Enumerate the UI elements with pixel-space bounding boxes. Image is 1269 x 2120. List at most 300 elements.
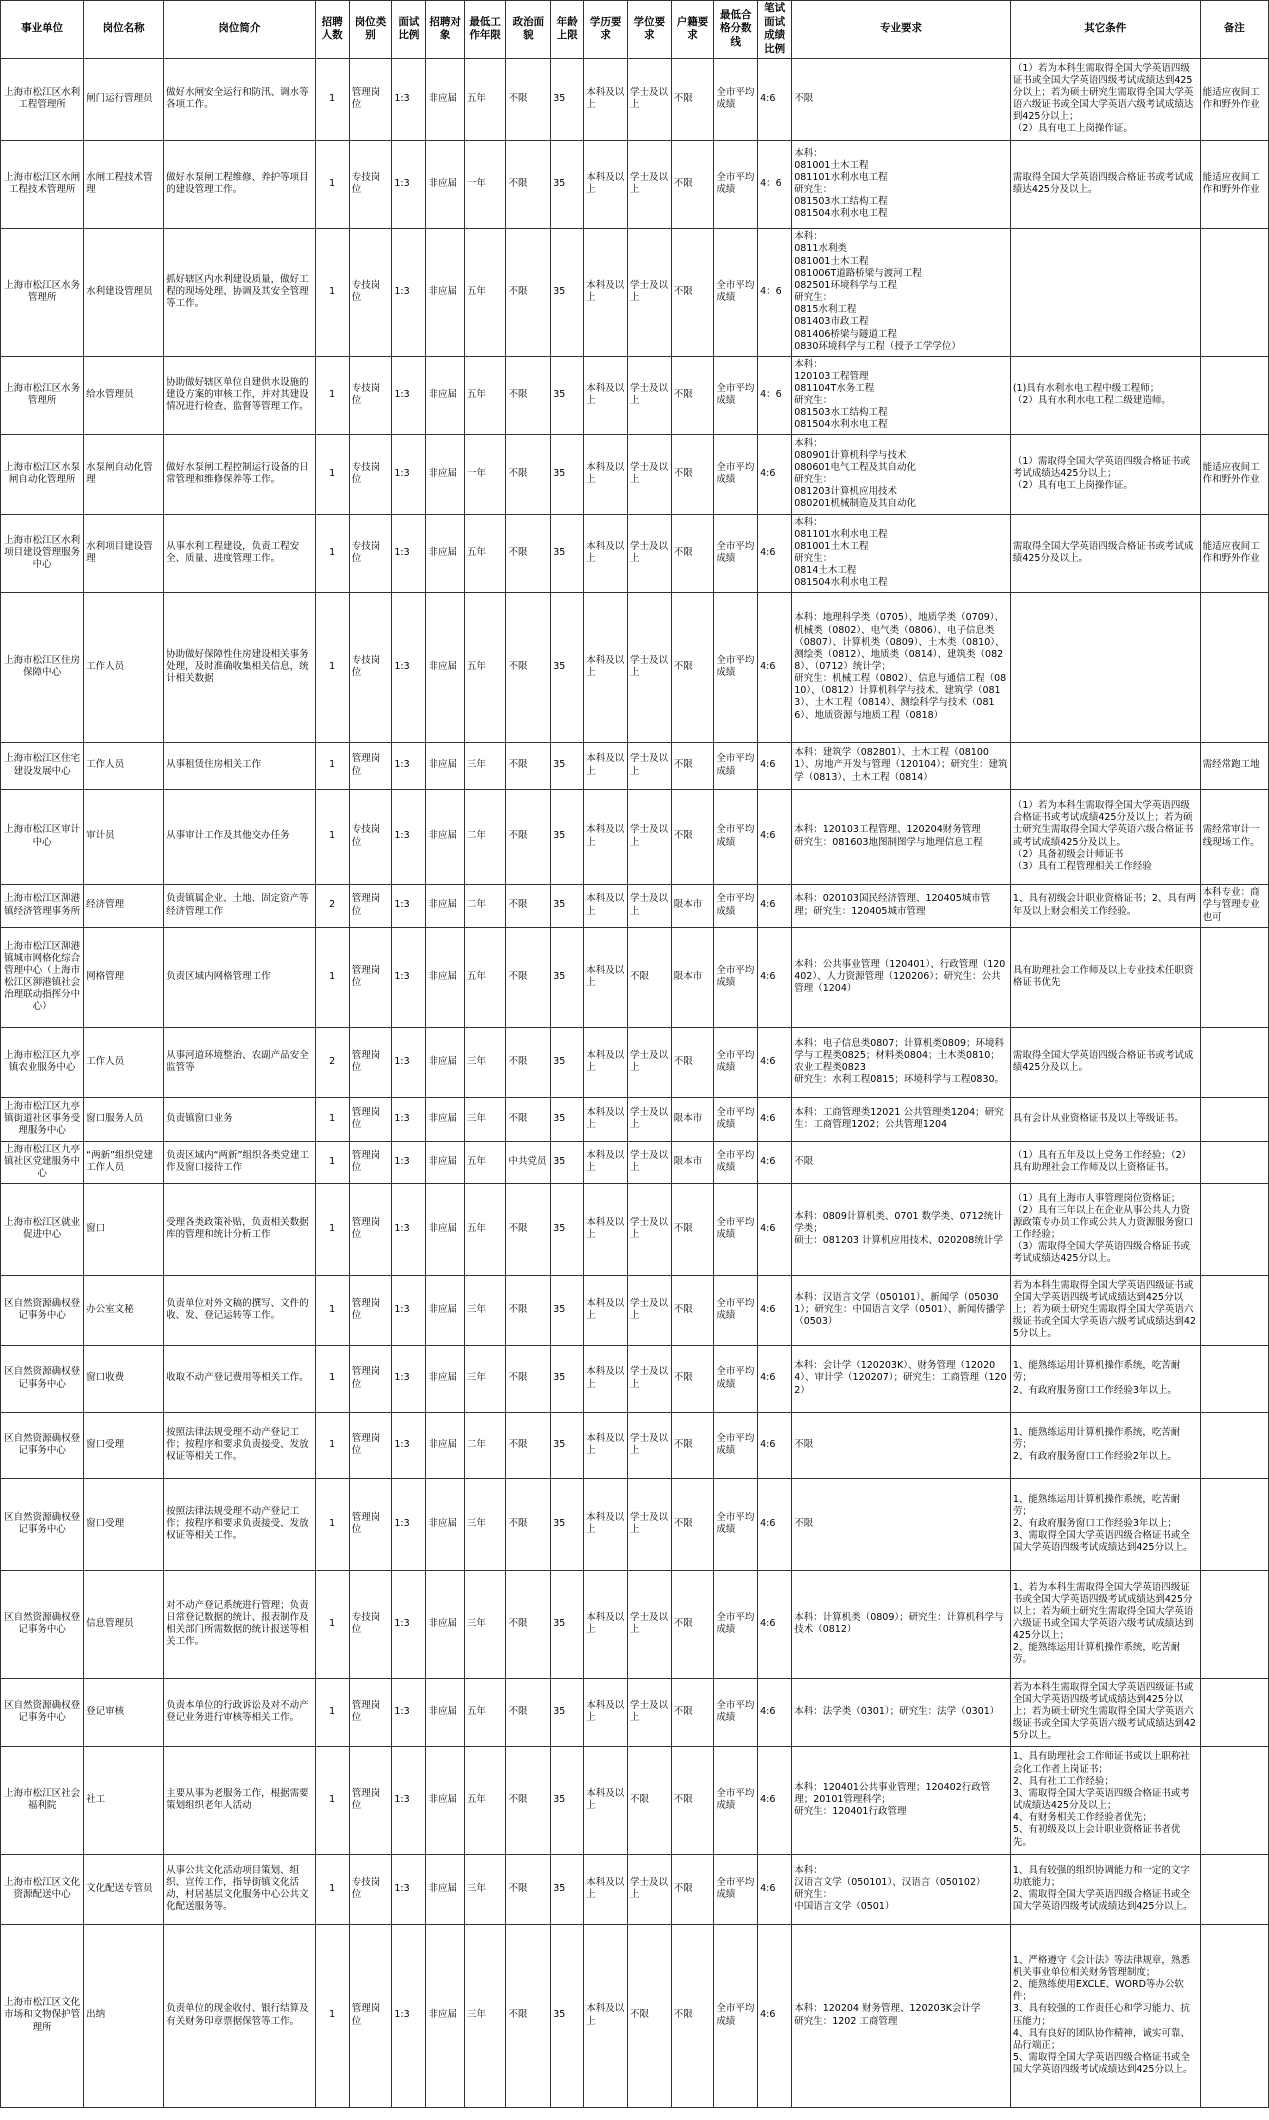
score-weight-cell: 4：6 bbox=[758, 356, 792, 434]
min-years-cell: 五年 bbox=[464, 927, 506, 1027]
political-cell: 不限 bbox=[506, 1924, 551, 2107]
unit-cell: 区自然资源确权登记事务中心 bbox=[1, 1570, 84, 1678]
note-cell bbox=[1200, 1746, 1268, 1854]
table-row bbox=[1, 1141, 1269, 1183]
headcount-cell: 1 bbox=[315, 1854, 349, 1924]
header-cell: 事业单位 bbox=[1, 1, 84, 59]
note-cell bbox=[1200, 592, 1268, 742]
post-name-cell: 闸门运行管理员 bbox=[84, 58, 164, 140]
major-cell: 本科：工商管理类12021 公共管理类1204；研究生：工商管理1202；公共管理1204 bbox=[792, 1097, 1011, 1141]
degree-cell: 学士及以上 bbox=[627, 1275, 671, 1345]
hukou-cell: 不限 bbox=[671, 356, 714, 434]
interview-ratio-cell: 1:3 bbox=[392, 434, 426, 514]
other-conditions-cell: 具有会计从业资格证书及以上等级证书。 bbox=[1010, 1097, 1200, 1141]
post-type-cell: 管理岗位 bbox=[349, 1027, 392, 1097]
table-row bbox=[1, 742, 1269, 789]
other-conditions-cell: 1、严格遵守《会计法》等法律规章，熟悉机关事业单位相关财务管理制度； 2、能熟练使用EXCLE、WORD等办公软件； 3、具有较强的工作责任心和学习能力、抗压能力； 4、具有良好的团队协作精神，诚实可靠、品行端正； 5、需取得全国大学英语四级合格证书或全国大学英语四级考试成绩达到425分以上。 bbox=[1010, 1924, 1200, 2107]
major-cell: 本科：020103国民经济管理、120405城市管理；研究生：120405城市管理 bbox=[792, 884, 1011, 927]
degree-cell: 学士及以上 bbox=[627, 1412, 671, 1478]
major-cell: 本科：会计学（120203K）、财务管理（120204）、审计学（120207）；研究生：工商管理（1202） bbox=[792, 1345, 1011, 1412]
min-years-cell: 一年 bbox=[464, 434, 506, 514]
hukou-cell: 不限 bbox=[671, 1854, 714, 1924]
note-cell: 能适应夜间工作和野外作业 bbox=[1200, 514, 1268, 592]
post-name-cell: 登记审核 bbox=[84, 1678, 164, 1746]
post-intro-cell: 做好水泵闸工程控制运行设备的日常管理和维修保养等工作。 bbox=[164, 434, 315, 514]
target-cell: 非应届 bbox=[426, 1183, 464, 1275]
political-cell: 不限 bbox=[506, 884, 551, 927]
score-weight-cell: 4:6 bbox=[758, 927, 792, 1027]
post-name-cell: 水利项目建设管理 bbox=[84, 514, 164, 592]
major-cell: 不限 bbox=[792, 1478, 1011, 1570]
hukou-cell: 不限 bbox=[671, 58, 714, 140]
note-cell bbox=[1200, 1924, 1268, 2107]
post-intro-cell: 抓好辖区内水利建设质量，做好工程的现场处理、协调及其安全管理等工作。 bbox=[164, 228, 315, 356]
min-years-cell: 一年 bbox=[464, 140, 506, 228]
degree-cell: 不限 bbox=[627, 1924, 671, 2107]
degree-cell: 学士及以上 bbox=[627, 140, 671, 228]
table-row bbox=[1, 140, 1269, 228]
headcount-cell: 1 bbox=[315, 356, 349, 434]
table-row bbox=[1, 592, 1269, 742]
header-cell: 学历要求 bbox=[584, 1, 628, 59]
political-cell: 不限 bbox=[506, 1478, 551, 1570]
post-intro-cell: 从事水利工程建设，负责工程安全、质量、进度管理工作。 bbox=[164, 514, 315, 592]
interview-ratio-cell: 1:3 bbox=[392, 789, 426, 884]
hukou-cell: 不限 bbox=[671, 1275, 714, 1345]
age-limit-cell: 35 bbox=[551, 1345, 584, 1412]
min-years-cell: 五年 bbox=[464, 1678, 506, 1746]
post-type-cell: 管理岗位 bbox=[349, 1678, 392, 1746]
header-cell: 学位要求 bbox=[627, 1, 671, 59]
unit-cell: 上海市松江区九亭镇社区党建服务中心 bbox=[1, 1141, 84, 1183]
headcount-cell: 1 bbox=[315, 789, 349, 884]
min-years-cell: 三年 bbox=[464, 1570, 506, 1678]
post-type-cell: 管理岗位 bbox=[349, 1412, 392, 1478]
major-cell: 本科： 0811水利类 081001土木工程 081006T道路桥梁与渡河工程 082501环境科学与工程 研究生： 0815水利工程 081403市政工程 081406桥梁与隧道工程 0830环境科学与工程（授予工学学位） bbox=[792, 228, 1011, 356]
political-cell: 不限 bbox=[506, 1345, 551, 1412]
degree-cell: 学士及以上 bbox=[627, 1183, 671, 1275]
post-type-cell: 管理岗位 bbox=[349, 1478, 392, 1570]
min-score-cell: 全市平均成绩 bbox=[714, 1183, 758, 1275]
degree-cell: 学士及以上 bbox=[627, 1141, 671, 1183]
unit-cell: 上海市松江区九亭镇农业服务中心 bbox=[1, 1027, 84, 1097]
header-cell: 政治面貌 bbox=[506, 1, 551, 59]
post-intro-cell: 协助做好辖区单位自建供水设施的建设方案的审核工作，并对其建设情况进行检查、监督等管理工作。 bbox=[164, 356, 315, 434]
post-name-cell: 文化配送专管员 bbox=[84, 1854, 164, 1924]
unit-cell: 上海市松江区泖港镇经济管理事务所 bbox=[1, 884, 84, 927]
post-name-cell: 窗口服务人员 bbox=[84, 1097, 164, 1141]
min-years-cell: 五年 bbox=[464, 514, 506, 592]
note-cell bbox=[1200, 1412, 1268, 1478]
unit-cell: 上海市松江区水利项目建设管理服务中心 bbox=[1, 514, 84, 592]
table-row bbox=[1, 884, 1269, 927]
post-name-cell: “两新”组织党建工作人员 bbox=[84, 1141, 164, 1183]
unit-cell: 上海市松江区水利工程管理所 bbox=[1, 58, 84, 140]
age-limit-cell: 35 bbox=[551, 789, 584, 884]
degree-cell: 学士及以上 bbox=[627, 789, 671, 884]
target-cell: 非应届 bbox=[426, 927, 464, 1027]
education-cell: 本科及以上 bbox=[584, 1027, 628, 1097]
hukou-cell: 限本市 bbox=[671, 1141, 714, 1183]
table-row bbox=[1, 927, 1269, 1027]
major-cell: 不限 bbox=[792, 58, 1011, 140]
degree-cell: 学士及以上 bbox=[627, 228, 671, 356]
min-score-cell: 全市平均成绩 bbox=[714, 1345, 758, 1412]
target-cell: 非应届 bbox=[426, 1478, 464, 1570]
other-conditions-cell: （1）若为本科生需取得全国大学英语四级合格证书或考试成绩425分及以上；若为硕士研究生需取得全国大学英语六级合格证书或考试成绩425分及以上。 （2）具备初级会计师证书 （3）具有工程管理相关工作经验 bbox=[1010, 789, 1200, 884]
min-score-cell: 全市平均成绩 bbox=[714, 1924, 758, 2107]
age-limit-cell: 35 bbox=[551, 1275, 584, 1345]
interview-ratio-cell: 1:3 bbox=[392, 1570, 426, 1678]
target-cell: 非应届 bbox=[426, 356, 464, 434]
post-intro-cell: 做好水泵闸工程维修、养护等项目的建设管理工作。 bbox=[164, 140, 315, 228]
other-conditions-cell: 1、具有初级会计职业资格证书；2、具有两年及以上财会相关工作经验。 bbox=[1010, 884, 1200, 927]
age-limit-cell: 35 bbox=[551, 1027, 584, 1097]
min-score-cell: 全市平均成绩 bbox=[714, 592, 758, 742]
header-cell: 备注 bbox=[1200, 1, 1268, 59]
age-limit-cell: 35 bbox=[551, 228, 584, 356]
age-limit-cell: 35 bbox=[551, 434, 584, 514]
unit-cell: 上海市松江区审计中心 bbox=[1, 789, 84, 884]
major-cell: 本科： 081001土木工程 081101水利水电工程 研究生： 081503水工结构工程 081504水利水电工程 bbox=[792, 140, 1011, 228]
education-cell: 本科及以上 bbox=[584, 1746, 628, 1854]
table-row bbox=[1, 1746, 1269, 1854]
interview-ratio-cell: 1:3 bbox=[392, 592, 426, 742]
education-cell: 本科及以上 bbox=[584, 1183, 628, 1275]
headcount-cell: 1 bbox=[315, 742, 349, 789]
education-cell: 本科及以上 bbox=[584, 927, 628, 1027]
hukou-cell: 不限 bbox=[671, 1183, 714, 1275]
post-type-cell: 管理岗位 bbox=[349, 1097, 392, 1141]
headcount-cell: 1 bbox=[315, 1678, 349, 1746]
table-row bbox=[1, 58, 1269, 140]
header-cell: 岗位类别 bbox=[349, 1, 392, 59]
note-cell: 需经常审计一线现场工作。 bbox=[1200, 789, 1268, 884]
unit-cell: 上海市松江区住房保障中心 bbox=[1, 592, 84, 742]
other-conditions-cell bbox=[1010, 228, 1200, 356]
note-cell bbox=[1200, 1275, 1268, 1345]
major-cell: 本科：汉语言文学（050101）、新闻学（050301）；研究生：中国语言文学（0501）、新闻传播学（0503） bbox=[792, 1275, 1011, 1345]
post-type-cell: 专技岗位 bbox=[349, 140, 392, 228]
headcount-cell: 1 bbox=[315, 514, 349, 592]
age-limit-cell: 35 bbox=[551, 1678, 584, 1746]
post-intro-cell: 负责镇窗口业务 bbox=[164, 1097, 315, 1141]
table-row bbox=[1, 1412, 1269, 1478]
score-weight-cell: 4:6 bbox=[758, 1097, 792, 1141]
interview-ratio-cell: 1:3 bbox=[392, 1027, 426, 1097]
hukou-cell: 不限 bbox=[671, 592, 714, 742]
degree-cell: 学士及以上 bbox=[627, 1678, 671, 1746]
min-score-cell: 全市平均成绩 bbox=[714, 1275, 758, 1345]
header-cell: 岗位简介 bbox=[164, 1, 315, 59]
other-conditions-cell: 需取得全国大学英语四级合格证书或考试成绩425分及以上。 bbox=[1010, 1027, 1200, 1097]
min-years-cell: 三年 bbox=[464, 1924, 506, 2107]
education-cell: 本科及以上 bbox=[584, 1854, 628, 1924]
headcount-cell: 1 bbox=[315, 1183, 349, 1275]
other-conditions-cell: 1、能熟练运用计算机操作系统，吃苦耐劳； 2、有政府服务窗口工作经验2年以上。 bbox=[1010, 1412, 1200, 1478]
target-cell: 非应届 bbox=[426, 1570, 464, 1678]
post-intro-cell: 收取不动产登记费用等相关工作。 bbox=[164, 1345, 315, 1412]
table-row bbox=[1, 1854, 1269, 1924]
post-type-cell: 专技岗位 bbox=[349, 434, 392, 514]
table-row bbox=[1, 1275, 1269, 1345]
target-cell: 非应届 bbox=[426, 1141, 464, 1183]
min-score-cell: 全市平均成绩 bbox=[714, 58, 758, 140]
post-name-cell: 工作人员 bbox=[84, 1027, 164, 1097]
degree-cell: 学士及以上 bbox=[627, 1570, 671, 1678]
post-intro-cell: 负责镇属企业、土地、固定资产等经济管理工作 bbox=[164, 884, 315, 927]
interview-ratio-cell: 1:3 bbox=[392, 1275, 426, 1345]
hukou-cell: 不限 bbox=[671, 1924, 714, 2107]
other-conditions-cell: （1）具有五年及以上党务工作经验；（2）具有助理社会工作师及以上资格证书。 bbox=[1010, 1141, 1200, 1183]
age-limit-cell: 35 bbox=[551, 1746, 584, 1854]
post-type-cell: 管理岗位 bbox=[349, 884, 392, 927]
hukou-cell: 不限 bbox=[671, 140, 714, 228]
post-name-cell: 工作人员 bbox=[84, 592, 164, 742]
target-cell: 非应届 bbox=[426, 58, 464, 140]
score-weight-cell: 4:6 bbox=[758, 1345, 792, 1412]
table-row bbox=[1, 789, 1269, 884]
headcount-cell: 1 bbox=[315, 1345, 349, 1412]
interview-ratio-cell: 1:3 bbox=[392, 1478, 426, 1570]
header-cell: 其它条件 bbox=[1010, 1, 1200, 59]
education-cell: 本科及以上 bbox=[584, 434, 628, 514]
post-type-cell: 管理岗位 bbox=[349, 1924, 392, 2107]
other-conditions-cell: 若为本科生需取得全国大学英语四级证书或全国大学英语四级考试成绩达到425分以上；若为硕士研究生需取得全国大学英语六级证书或全国大学英语六级考试成绩达到425分以上。 bbox=[1010, 1275, 1200, 1345]
target-cell: 非应届 bbox=[426, 592, 464, 742]
post-name-cell: 经济管理 bbox=[84, 884, 164, 927]
interview-ratio-cell: 1:3 bbox=[392, 514, 426, 592]
age-limit-cell: 35 bbox=[551, 1924, 584, 2107]
other-conditions-cell: （1）具有上海市人事管理岗位资格证； （2）具有三年以上在企业从事公共人力资源政策专办员工作或公共人力资源服务窗口工作经验； （3）需取得全国大学英语四级合格证书或考试成绩达425分以上。 bbox=[1010, 1183, 1200, 1275]
post-name-cell: 网格管理 bbox=[84, 927, 164, 1027]
age-limit-cell: 35 bbox=[551, 356, 584, 434]
post-name-cell: 水利建设管理员 bbox=[84, 228, 164, 356]
post-name-cell: 窗口收费 bbox=[84, 1345, 164, 1412]
hukou-cell: 不限 bbox=[671, 742, 714, 789]
min-score-cell: 全市平均成绩 bbox=[714, 1097, 758, 1141]
education-cell: 本科及以上 bbox=[584, 1097, 628, 1141]
header-cell: 最低工作年限 bbox=[464, 1, 506, 59]
age-limit-cell: 35 bbox=[551, 742, 584, 789]
min-score-cell: 全市平均成绩 bbox=[714, 1854, 758, 1924]
headcount-cell: 1 bbox=[315, 228, 349, 356]
post-intro-cell: 负责本单位的行政诉讼及对不动产登记业务进行审核等相关工作。 bbox=[164, 1678, 315, 1746]
note-cell bbox=[1200, 1678, 1268, 1746]
other-conditions-cell: 1、能熟练运用计算机操作系统，吃苦耐劳； 2、有政府服务窗口工作经验3年以上。 bbox=[1010, 1345, 1200, 1412]
political-cell: 不限 bbox=[506, 1097, 551, 1141]
interview-ratio-cell: 1:3 bbox=[392, 1097, 426, 1141]
note-cell: 需经常跑工地 bbox=[1200, 742, 1268, 789]
major-cell: 本科：建筑学（082801）、土木工程（081001）、房地产开发与管理（120104）；研究生：建筑学（0813）、土木工程（0814） bbox=[792, 742, 1011, 789]
political-cell: 不限 bbox=[506, 1027, 551, 1097]
post-intro-cell: 负责区域内“两新”组织各类党建工作及窗口接待工作 bbox=[164, 1141, 315, 1183]
political-cell: 不限 bbox=[506, 1678, 551, 1746]
interview-ratio-cell: 1:3 bbox=[392, 927, 426, 1027]
education-cell: 本科及以上 bbox=[584, 1478, 628, 1570]
unit-cell: 上海市松江区九亭镇街道社区事务受理服务中心 bbox=[1, 1097, 84, 1141]
note-cell bbox=[1200, 228, 1268, 356]
post-intro-cell: 按照法律法规受理不动产登记工作；按程序和要求负责接受、发放权证等相关工作。 bbox=[164, 1412, 315, 1478]
education-cell: 本科及以上 bbox=[584, 1412, 628, 1478]
post-intro-cell: 协助做好保障性住房建设相关事务处理，及时准确收集相关信息，统计相关数据 bbox=[164, 592, 315, 742]
post-name-cell: 窗口受理 bbox=[84, 1478, 164, 1570]
score-weight-cell: 4:6 bbox=[758, 1678, 792, 1746]
post-intro-cell: 从事公共文化活动项目策划、组织、宣传工作，指导街镇文化活动，村居基层文化服务中心公共文化配送服务等。 bbox=[164, 1854, 315, 1924]
note-cell bbox=[1200, 1027, 1268, 1097]
interview-ratio-cell: 1:3 bbox=[392, 1746, 426, 1854]
age-limit-cell: 35 bbox=[551, 1097, 584, 1141]
post-type-cell: 管理岗位 bbox=[349, 927, 392, 1027]
major-cell: 本科：电子信息类0807；计算机类0809；环境科学与工程类0825；材料类0804；土木类0810；农业工程类0823 研究生：水利工程0815；环境科学与工程0830。 bbox=[792, 1027, 1011, 1097]
education-cell: 本科及以上 bbox=[584, 1924, 628, 2107]
target-cell: 非应届 bbox=[426, 1345, 464, 1412]
min-years-cell: 五年 bbox=[464, 1746, 506, 1854]
min-years-cell: 五年 bbox=[464, 228, 506, 356]
score-weight-cell: 4:6 bbox=[758, 1924, 792, 2107]
unit-cell: 上海市松江区文化市场和文物保护管理所 bbox=[1, 1924, 84, 2107]
age-limit-cell: 35 bbox=[551, 140, 584, 228]
header-cell: 招聘人数 bbox=[315, 1, 349, 59]
target-cell: 非应届 bbox=[426, 228, 464, 356]
score-weight-cell: 4:6 bbox=[758, 742, 792, 789]
education-cell: 本科及以上 bbox=[584, 356, 628, 434]
post-intro-cell: 负责单位的现金收付、银行结算及有关财务印章票据保管等工作。 bbox=[164, 1924, 315, 2107]
min-score-cell: 全市平均成绩 bbox=[714, 1478, 758, 1570]
degree-cell: 学士及以上 bbox=[627, 884, 671, 927]
min-years-cell: 二年 bbox=[464, 789, 506, 884]
unit-cell: 上海市松江区住宅建设发展中心 bbox=[1, 742, 84, 789]
political-cell: 不限 bbox=[506, 140, 551, 228]
headcount-cell: 1 bbox=[315, 592, 349, 742]
score-weight-cell: 4:6 bbox=[758, 1027, 792, 1097]
unit-cell: 区自然资源确权登记事务中心 bbox=[1, 1412, 84, 1478]
min-years-cell: 三年 bbox=[464, 1275, 506, 1345]
degree-cell: 学士及以上 bbox=[627, 1027, 671, 1097]
min-years-cell: 五年 bbox=[464, 1141, 506, 1183]
interview-ratio-cell: 1:3 bbox=[392, 1924, 426, 2107]
other-conditions-cell: （1）若为本科生需取得全国大学英语四级证书或全国大学英语四级考试成绩达到425分以上；若为硕士研究生需取得全国大学英语六级证书或全国大学英语六级考试成绩达到425分以上； （2）具有电工上岗操作证。 bbox=[1010, 58, 1200, 140]
min-years-cell: 五年 bbox=[464, 1183, 506, 1275]
interview-ratio-cell: 1:3 bbox=[392, 1345, 426, 1412]
age-limit-cell: 35 bbox=[551, 58, 584, 140]
post-name-cell: 水闸工程技术管理 bbox=[84, 140, 164, 228]
age-limit-cell: 35 bbox=[551, 514, 584, 592]
major-cell: 本科： 汉语言文学（050101）、汉语言（050102） 研究生： 中国语言文学（0501） bbox=[792, 1854, 1011, 1924]
post-intro-cell: 受理各类政策补贴，负责相关数据库的管理和统计分析工作 bbox=[164, 1183, 315, 1275]
headcount-cell: 2 bbox=[315, 884, 349, 927]
post-type-cell: 专技岗位 bbox=[349, 789, 392, 884]
headcount-cell: 1 bbox=[315, 434, 349, 514]
political-cell: 不限 bbox=[506, 1854, 551, 1924]
score-weight-cell: 4:6 bbox=[758, 1570, 792, 1678]
min-years-cell: 三年 bbox=[464, 1097, 506, 1141]
min-score-cell: 全市平均成绩 bbox=[714, 1141, 758, 1183]
headcount-cell: 1 bbox=[315, 1924, 349, 2107]
table-row bbox=[1, 434, 1269, 514]
headcount-cell: 1 bbox=[315, 1141, 349, 1183]
score-weight-cell: 4:6 bbox=[758, 884, 792, 927]
degree-cell: 不限 bbox=[627, 1746, 671, 1854]
headcount-cell: 1 bbox=[315, 1097, 349, 1141]
headcount-cell: 1 bbox=[315, 1570, 349, 1678]
other-conditions-cell: 具有助理社会工作师及以上专业技术任职资格证书优先 bbox=[1010, 927, 1200, 1027]
note-cell bbox=[1200, 356, 1268, 434]
headcount-cell: 1 bbox=[315, 927, 349, 1027]
min-years-cell: 二年 bbox=[464, 1412, 506, 1478]
table-row bbox=[1, 1570, 1269, 1678]
unit-cell: 上海市松江区水闸工程技术管理所 bbox=[1, 140, 84, 228]
major-cell: 本科：120401公共事业管理；120402行政管理；20101管理科学； 研究生：120401行政管理 bbox=[792, 1746, 1011, 1854]
political-cell: 不限 bbox=[506, 356, 551, 434]
political-cell: 中共党员 bbox=[506, 1141, 551, 1183]
min-score-cell: 全市平均成绩 bbox=[714, 742, 758, 789]
header-cell: 笔试面试成绩比例 bbox=[758, 1, 792, 59]
note-cell bbox=[1200, 1183, 1268, 1275]
political-cell: 不限 bbox=[506, 742, 551, 789]
degree-cell: 学士及以上 bbox=[627, 58, 671, 140]
post-type-cell: 管理岗位 bbox=[349, 1183, 392, 1275]
min-years-cell: 五年 bbox=[464, 356, 506, 434]
score-weight-cell: 4:6 bbox=[758, 514, 792, 592]
major-cell: 本科：法学类（0301）；研究生：法学（0301） bbox=[792, 1678, 1011, 1746]
target-cell: 非应届 bbox=[426, 1275, 464, 1345]
education-cell: 本科及以上 bbox=[584, 1275, 628, 1345]
interview-ratio-cell: 1:3 bbox=[392, 1141, 426, 1183]
note-cell bbox=[1200, 1478, 1268, 1570]
min-score-cell: 全市平均成绩 bbox=[714, 434, 758, 514]
other-conditions-cell bbox=[1010, 592, 1200, 742]
table-row bbox=[1, 356, 1269, 434]
interview-ratio-cell: 1:3 bbox=[392, 1854, 426, 1924]
min-score-cell: 全市平均成绩 bbox=[714, 884, 758, 927]
post-intro-cell: 从事河道环境整治、农副产品安全监管等 bbox=[164, 1027, 315, 1097]
post-name-cell: 办公室文秘 bbox=[84, 1275, 164, 1345]
header-cell: 最低合格分数线 bbox=[714, 1, 758, 59]
major-cell: 本科： 080901计算机科学与技术 080601电气工程及其自动化 研究生： 081203计算机应用技术 080201机械制造及其自动化 bbox=[792, 434, 1011, 514]
table-row bbox=[1, 1183, 1269, 1275]
score-weight-cell: 4:6 bbox=[758, 1412, 792, 1478]
age-limit-cell: 35 bbox=[551, 884, 584, 927]
post-type-cell: 专技岗位 bbox=[349, 592, 392, 742]
major-cell: 本科：计算机类（0809）；研究生：计算机科学与技术（0812） bbox=[792, 1570, 1011, 1678]
unit-cell: 上海市松江区水泵闸自动化管理所 bbox=[1, 434, 84, 514]
post-intro-cell: 做好水闸安全运行和防汛、调水等各项工作。 bbox=[164, 58, 315, 140]
header-cell: 专业要求 bbox=[792, 1, 1011, 59]
degree-cell: 学士及以上 bbox=[627, 592, 671, 742]
age-limit-cell: 35 bbox=[551, 1854, 584, 1924]
score-weight-cell: 4:6 bbox=[758, 1183, 792, 1275]
unit-cell: 区自然资源确权登记事务中心 bbox=[1, 1345, 84, 1412]
age-limit-cell: 35 bbox=[551, 1570, 584, 1678]
note-cell bbox=[1200, 1345, 1268, 1412]
post-name-cell: 社工 bbox=[84, 1746, 164, 1854]
min-years-cell: 三年 bbox=[464, 1345, 506, 1412]
score-weight-cell: 4:6 bbox=[758, 1746, 792, 1854]
post-type-cell: 管理岗位 bbox=[349, 58, 392, 140]
major-cell: 不限 bbox=[792, 1412, 1011, 1478]
unit-cell: 上海市松江区就业促进中心 bbox=[1, 1183, 84, 1275]
education-cell: 本科及以上 bbox=[584, 1141, 628, 1183]
min-score-cell: 全市平均成绩 bbox=[714, 1027, 758, 1097]
table-row bbox=[1, 1027, 1269, 1097]
interview-ratio-cell: 1:3 bbox=[392, 140, 426, 228]
min-score-cell: 全市平均成绩 bbox=[714, 1412, 758, 1478]
note-cell bbox=[1200, 1854, 1268, 1924]
min-score-cell: 全市平均成绩 bbox=[714, 228, 758, 356]
note-cell: 能适应夜间工作和野外作业 bbox=[1200, 140, 1268, 228]
min-years-cell: 三年 bbox=[464, 1854, 506, 1924]
